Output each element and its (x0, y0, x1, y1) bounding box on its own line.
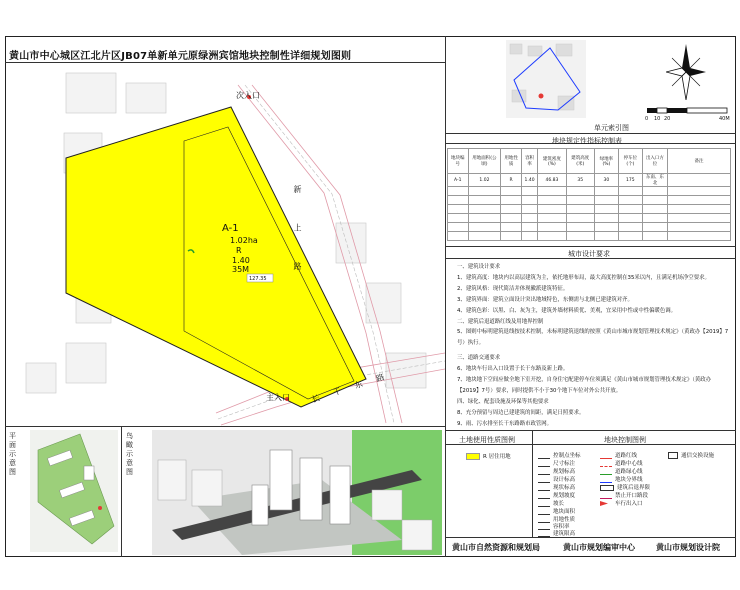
header-cell: 容积率 (521, 149, 537, 174)
legend-symbol (538, 493, 550, 499)
road-label-changgan: 长 干 东 路 (310, 370, 392, 405)
legend-item (538, 529, 575, 537)
table-cell: 35 (566, 174, 594, 187)
legend-symbol (538, 461, 550, 467)
table-cell: A-1 (448, 174, 469, 187)
legend-item (600, 483, 650, 491)
legend-label: 规划坡度 (553, 493, 576, 499)
table-cell: 1.40 (521, 174, 537, 187)
legend-symbol (538, 485, 550, 491)
legend-item (538, 491, 575, 499)
divider-design (446, 246, 736, 247)
requirement-line: 三、道路交通要求 (457, 355, 501, 362)
entrance-arrow-icon (600, 501, 612, 506)
legend-label: 尺寸标注 (553, 461, 576, 467)
legend-label: 建筑限高 (553, 531, 576, 537)
north-arrow-icon (666, 44, 706, 100)
parcel-land-code: R (236, 246, 242, 255)
scale-bar (646, 106, 730, 116)
table-empty-row (448, 196, 731, 205)
legend-symbol (538, 469, 550, 475)
parcel-far: 1.40 (232, 256, 250, 265)
header-cell: 停车位(个) (618, 149, 642, 174)
requirement-line: 6、地块车行出入口设置于长干东路及新上路。 (457, 366, 569, 373)
aerial-sketch-label: 鸟 瞰 示 意 图 (126, 432, 133, 476)
requirement-line: 一、建筑设计要求 (457, 264, 501, 270)
legend-symbol (600, 493, 612, 499)
legend-symbol (600, 461, 612, 467)
table-empty-row (448, 232, 731, 241)
legend-label: 道路中心线 (615, 461, 643, 467)
legend-symbol (600, 501, 612, 506)
legend-symbol (538, 453, 550, 459)
legend-symbol (538, 501, 550, 507)
legend-item (538, 483, 575, 491)
control-table (447, 148, 731, 241)
header-cell: 建筑高度(米) (566, 149, 594, 174)
divider-legend-vertical (532, 430, 533, 537)
legend-item (600, 475, 643, 483)
table-empty-row (448, 214, 731, 223)
requirement-line: 二、建筑后退道路红线及用地界控制 (457, 318, 544, 325)
requirement-line: 3、建筑界面：建筑立面设计突出地域特色，东侧需与北侧已建建筑对齐。 (457, 296, 633, 303)
legend-label: 车行出入口 (615, 501, 643, 507)
legend-label: 道路绿心线 (615, 469, 643, 475)
plan-sketch-label: 平 面 示 意 图 (9, 432, 16, 476)
requirement-line: 7、地块地下空间应做全地下室开挖，自身住宅配建停车位须满足《黄山市城市规划管理技术规定》（黄政办【2019】7号）要求，同时提供不小于30个地下车位对外公共开放。 (457, 377, 712, 394)
footer-org-1: 黄山市自然资源和规划局 (452, 543, 540, 552)
legend-item (538, 451, 581, 459)
legend-label: 地块分界线 (615, 477, 643, 483)
header-cell: 用地面积(公顷) (468, 149, 501, 174)
header-cell: 出入口方位 (642, 149, 667, 174)
table-cell: R (501, 174, 522, 187)
legend-symbol (600, 477, 612, 483)
legend-item (538, 507, 575, 515)
legend-label: 控制点坐标 (553, 453, 581, 459)
scale-tick-20: 20 (664, 116, 671, 122)
legend-item (600, 451, 637, 459)
legend-label: 现状标高 (553, 485, 576, 491)
table-empty-row (448, 187, 731, 196)
entrance-main-label: 主入口 (266, 393, 290, 402)
legend-item (668, 451, 714, 459)
aerial-sketch (152, 430, 442, 555)
header-cell: 绿地率(%) (594, 149, 618, 174)
legend-symbol (538, 477, 550, 483)
parcel-area: 1.02ha (230, 236, 258, 245)
parcel-height: 35M (232, 265, 250, 274)
legend-item (600, 491, 648, 499)
requirement-line: 4、建筑色彩：以黑、白、灰为主，建筑外墙材料质优、美观，宜采用中性或中性偏暖色调。 (457, 307, 677, 314)
legend-label: 道路红线 (615, 453, 638, 459)
legend-item (600, 467, 643, 475)
divider-main-vertical (445, 36, 446, 557)
legend-label: 通信交换设施 (681, 453, 715, 459)
control-table-title: 地块规定性指标控制表 (552, 137, 622, 145)
header-cell: 用地性质 (501, 149, 522, 174)
table-cell: 东南、东北 (642, 174, 667, 187)
scale-tick-40: 40M (719, 116, 730, 122)
telecom-icon (668, 452, 678, 459)
entrance-secondary-label: 次入口 (236, 91, 260, 100)
table-cell: 1.02 (468, 174, 501, 187)
legend-label: 坡长 (553, 501, 565, 507)
legend-label: 地块面积 (553, 509, 576, 515)
divider-footer (446, 537, 736, 538)
requirement-line: 8、充分预留与周边已建建筑的间距，满足日照要求。 (457, 409, 585, 416)
page-title: 黄山市中心城区江北片区JB07单新单元原绿洲宾馆地块控制性详细规划图则 (9, 51, 352, 62)
parcel-id: A-1 (222, 223, 239, 234)
legend-item (538, 467, 575, 475)
header-cell: 备注 (668, 149, 731, 174)
control-legend-title: 地块控制图例 (604, 436, 646, 444)
table-cell: 46.83 (538, 174, 566, 187)
divider-bottom-panels (121, 426, 122, 557)
requirement-line: 5、图则中标明建筑退线按技术控制，未标明建筑退线的按照《黄山市城市规划管理技术规定》（黄政办【2019】7号）执行。 (457, 329, 729, 347)
scale-tick-0: 0 (645, 116, 649, 122)
legend-label: 禁止开口路段 (615, 493, 649, 499)
table-cell: 30 (594, 174, 618, 187)
divider-map-bottom (5, 426, 445, 427)
legend-item (600, 499, 643, 507)
legend-label: 容积率 (553, 524, 570, 530)
legend-label: 规划标高 (553, 469, 576, 475)
table-empty-row (448, 223, 731, 232)
footer-org-3: 黄山市规划设计院 (656, 543, 720, 552)
requirement-line: 2、建筑风格：现代简洁并体现徽派建筑特征。 (457, 285, 569, 292)
legend-label: 设计标高 (553, 477, 576, 483)
landuse-item-label: R 居住用地 (483, 454, 511, 460)
requirement-line: 四、绿化、配套设施及环保等其他要求 (457, 398, 549, 405)
landuse-legend-title: 土地使用性质图例 (459, 436, 515, 444)
footer-org-2: 黄山市规划编审中心 (563, 543, 635, 552)
design-requirements (457, 262, 729, 430)
legend-symbol (600, 485, 614, 491)
parcel-elevation: 127.35 (249, 276, 267, 282)
legend-symbol (600, 469, 612, 475)
index-map (506, 40, 586, 118)
legend-item (538, 475, 575, 483)
index-map-label: 单元索引图 (594, 124, 629, 132)
legend-item (538, 499, 564, 507)
table-cell (668, 174, 731, 187)
legend-label: 用地性质 (553, 517, 576, 523)
divider-index (446, 133, 736, 134)
residential-swatch (466, 453, 480, 460)
table-row (448, 174, 731, 187)
legend-item (600, 459, 643, 467)
divider-legend (446, 430, 736, 431)
road-label-xinshang: 新 上 路 (293, 185, 302, 285)
legend-symbol (600, 453, 612, 459)
scale-tick-10: 10 (654, 116, 661, 122)
legend-symbol (538, 509, 550, 515)
legend-symbol (538, 531, 550, 537)
requirement-line: 9、雨、污水排至长干东路路市政管网。 (457, 420, 553, 427)
requirement-line: 1、建筑高度：地块内以高层建筑为主，依托地形布局，最大高度控制在35米以内，且满足机场净空要求。 (457, 274, 710, 281)
table-header-row (448, 149, 731, 174)
plan-sketch (30, 430, 118, 552)
header-cell: 建筑密度(%) (538, 149, 566, 174)
legend-item (538, 459, 575, 467)
table-empty-row (448, 205, 731, 214)
landuse-legend-item (466, 452, 511, 460)
header-cell: 地块编号 (448, 149, 469, 174)
table-cell: 175 (618, 174, 642, 187)
design-title: 城市设计要求 (568, 250, 610, 258)
legend-label: 建筑后退界限 (617, 485, 651, 491)
